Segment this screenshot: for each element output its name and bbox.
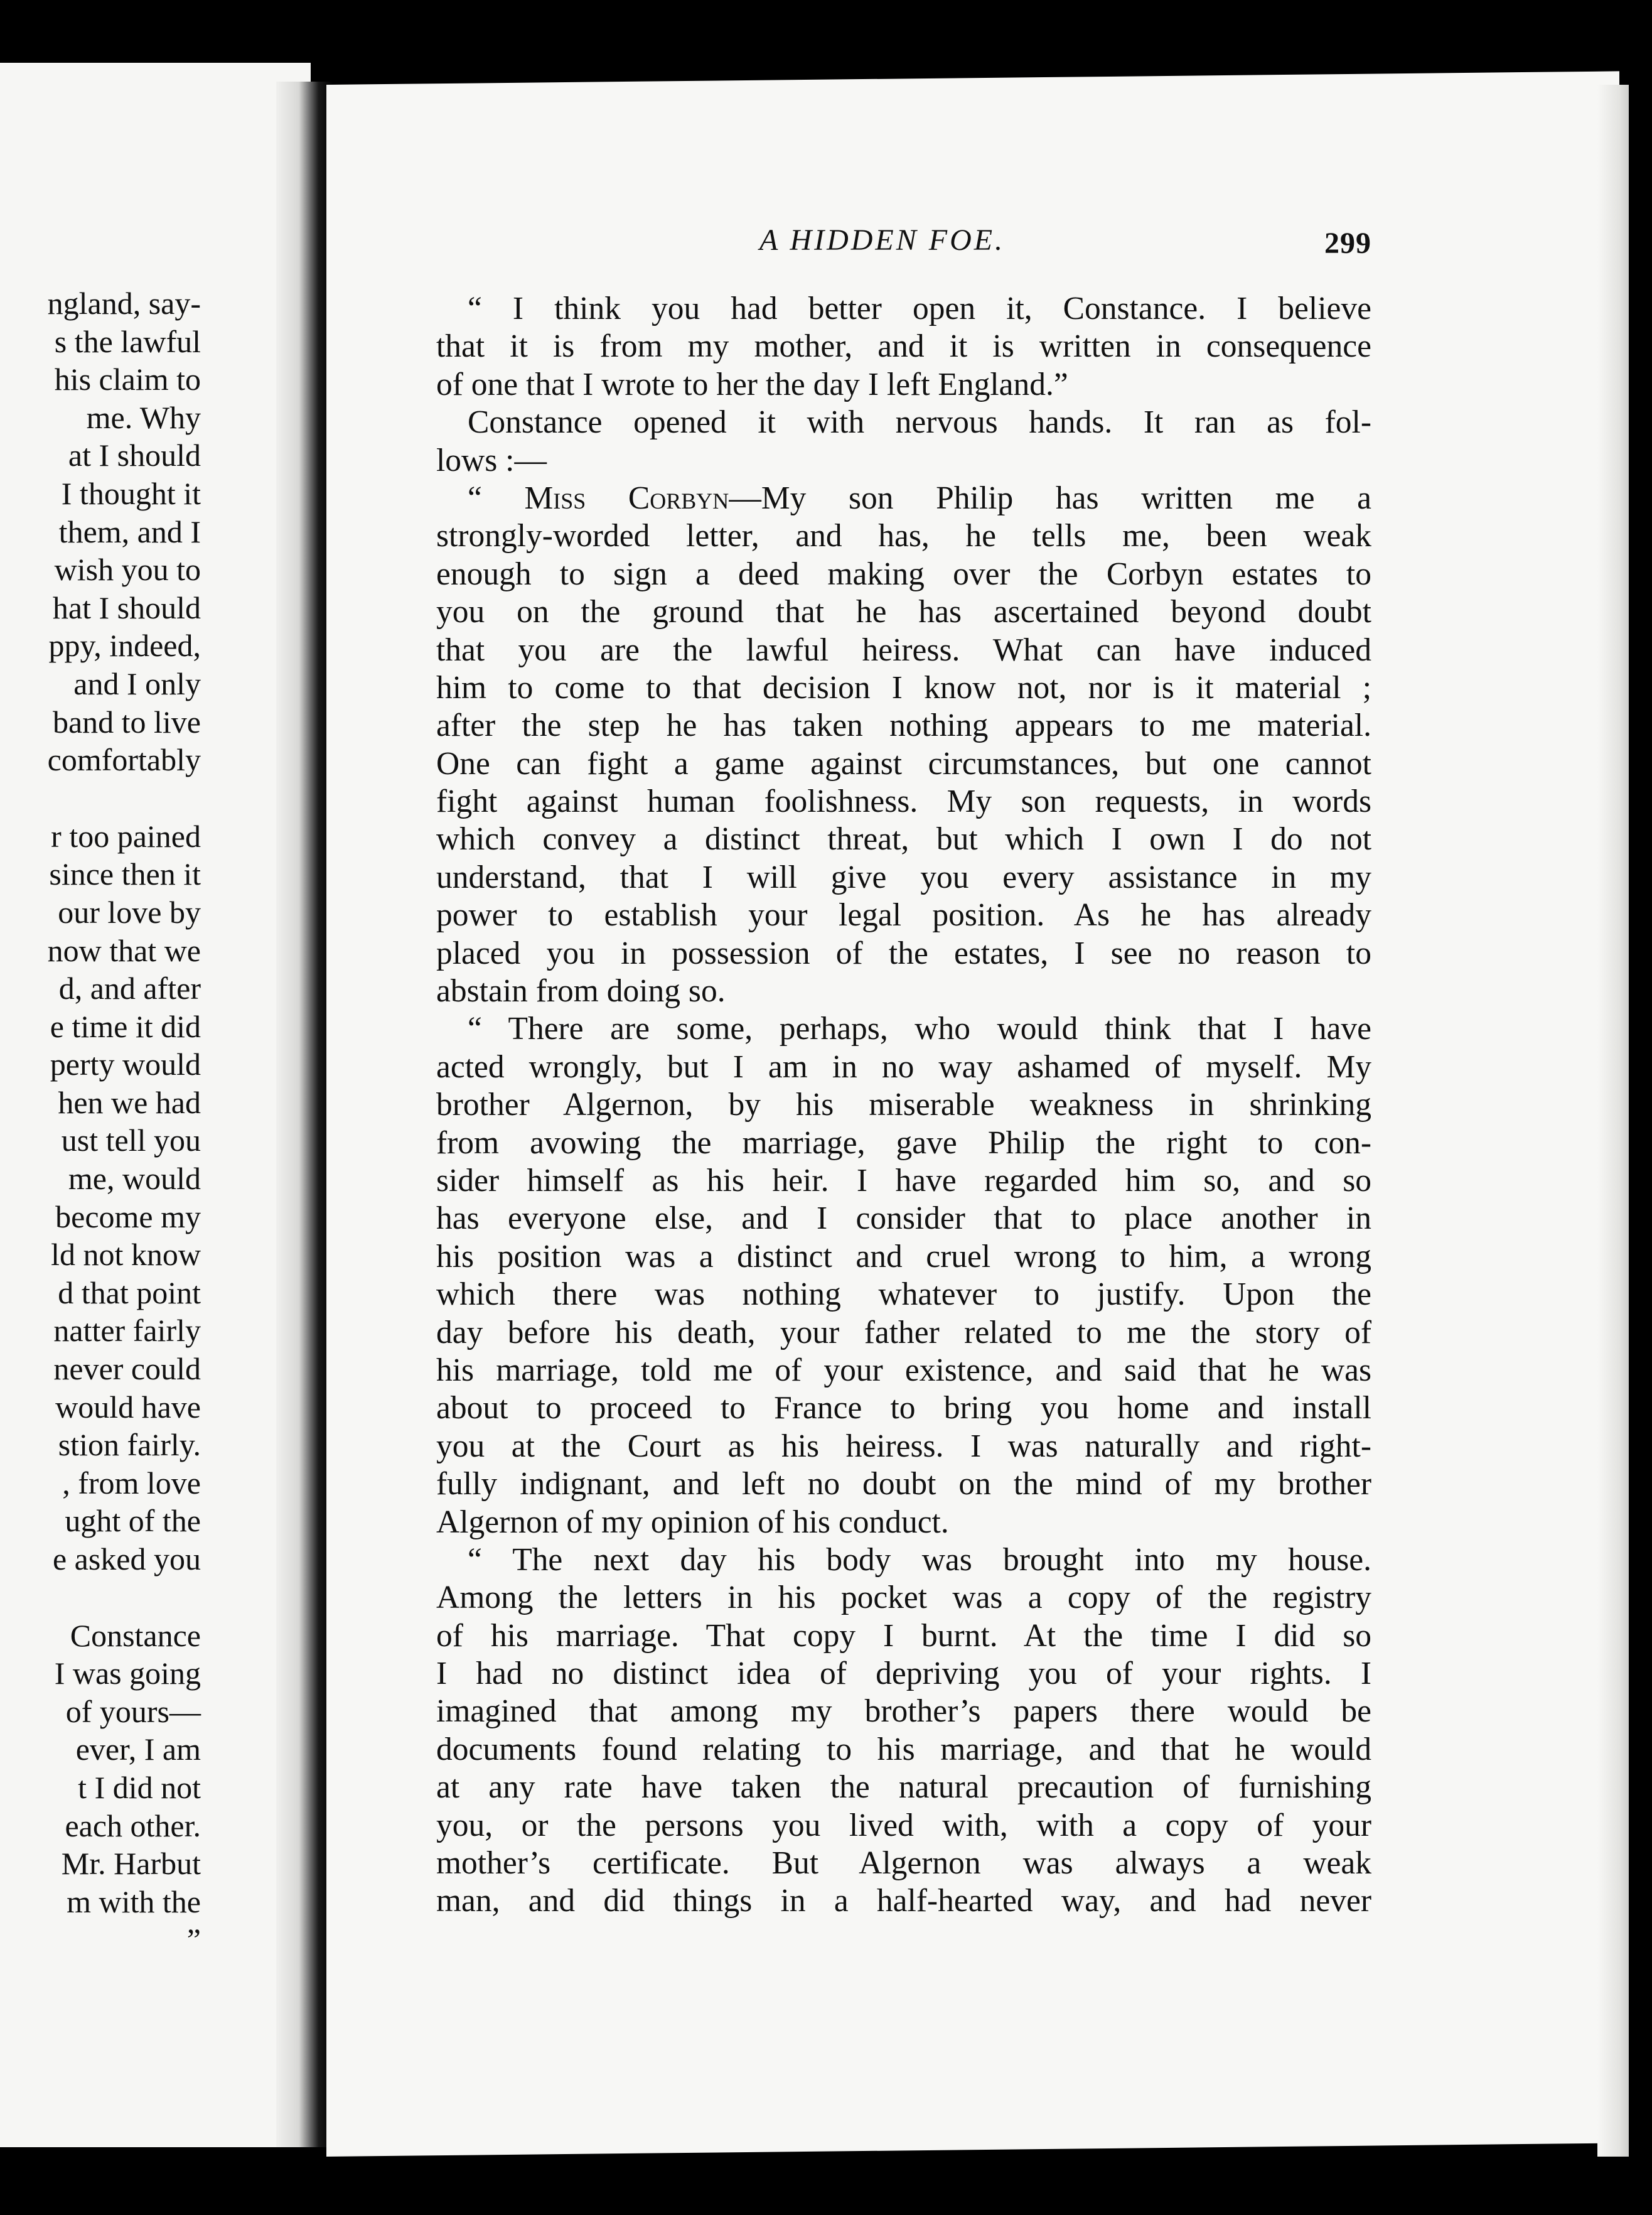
text-line: mother’s certificate. But Algernon was always a weak [436,1845,1371,1882]
text-line: “ I think you had better open it, Constance. I believe [468,291,1371,326]
text-line: imagined that among my brother’s papers there would be [436,1693,1371,1730]
left-page-text [0,284,201,1959]
book-gutter [276,82,333,2147]
text-line: after the step he has taken nothing appears to me material. [436,708,1371,744]
text-line: lows :— [436,442,547,478]
left-text-line [0,1578,201,1617]
text-line: that it is from my mother, and it is written in consequence [436,328,1371,365]
left-text-line: ught of the [65,1503,201,1539]
left-text-line: d, and after [58,971,201,1006]
text-line: his marriage, told me of your existence, and said that he was [436,1352,1371,1388]
left-text-line: I was going [54,1656,201,1691]
text-line: of his marriage. That copy I burnt. At the time I did so [436,1617,1371,1654]
text-line: “ There are some, perhaps, who would think that I have [468,1011,1371,1047]
left-text-line: r too pained [51,818,201,854]
left-text-line: I thought it [61,475,201,511]
text-line: Constance opened it with nervous hands. It ran as fol- [468,404,1371,441]
text-line: that you are the lawful heiress. What can have induced [436,632,1371,668]
left-text-line: stion fairly. [58,1427,201,1463]
text-line: understand, that I will give you every assistance in my [436,859,1371,895]
text-line: “ The next day his body was brought into my house. [468,1541,1371,1578]
left-text-line: of yours— [65,1693,201,1729]
text-line: at any rate have taken the natural precaution of furnishing [436,1769,1371,1806]
left-text-line: band to live [52,704,201,740]
left-text-line: each other. [65,1808,201,1843]
text-line: I had no distinct idea of depriving you of your rights. I [436,1656,1371,1692]
page-edge [1597,85,1629,2157]
text-line: Algernon of my opinion of his conduct. [436,1504,949,1540]
left-text-line: m with the [67,1884,201,1919]
text-line: “ Miss Corbyn—My son Philip has written me a [468,480,1372,516]
text-line: which convey a distinct threat, but which I own I do not [436,821,1371,858]
text-line: him to come to that decision I know not, nor is it material ; [436,669,1371,706]
text-line: his position was a distinct and cruel wrong to him, a wrong [436,1238,1371,1275]
page-number: 299 [1324,227,1371,260]
left-text-line: ” [186,1922,201,1958]
left-text-line: his claim to [54,362,201,397]
left-text-line: would have [55,1389,201,1425]
text-line: documents found relating to his marriage, and that he would [436,1731,1371,1767]
left-text-line: ngland, say- [47,286,201,321]
body-text [436,290,1371,1921]
text-line: Among the letters in his pocket was a copy of the registry [436,1580,1371,1616]
left-text-line: our love by [58,894,201,930]
text-line: you on the ground that he has ascertained beyond doubt [436,594,1371,630]
left-text-line: e asked you [52,1541,201,1576]
left-text-line: e time it did [50,1008,201,1044]
text-line: of one that I wrote to her the day I left England.” [436,366,1068,402]
left-text-line: never could [53,1351,201,1387]
text-line: which there was nothing whatever to justify. Upon the [436,1276,1371,1313]
text-line: about to proceed to France to bring you home and install [436,1390,1371,1426]
text-line: placed you in possession of the estates, I see no reason to [436,935,1371,971]
left-text-line: ust tell you [61,1123,201,1158]
left-text-line: natter fairly [53,1313,201,1349]
text-line: you at the Court as his heiress. I was naturally and right- [436,1428,1371,1464]
left-text-line: me. Why [86,399,201,435]
left-text-line: ever, I am [75,1732,201,1767]
left-text-line: since then it [49,856,201,892]
text-line: enough to sign a deed making over the Corbyn estates to [436,556,1371,592]
left-text-line: hen we had [58,1084,201,1120]
text-line: from avowing the marriage, gave Philip the right to con- [436,1124,1371,1161]
left-text-line: them, and I [58,514,201,549]
text-line: has everyone else, and I consider that to place another in [436,1200,1371,1237]
text-line: sider himself as his heir. I have regarded him so, and so [436,1162,1371,1199]
left-text-line: perty would [50,1047,201,1082]
text-line: One can fight a game against circumstances, but one cannot [436,745,1371,782]
left-page [0,63,311,2147]
text-line: fight against human foolishness. My son requests, in words [436,784,1371,820]
left-text-line: d that point [58,1275,201,1310]
text-line: brother Algernon, by his miserable weakness in shrinking [436,1087,1371,1123]
left-text-line: at I should [68,438,201,473]
left-text-line [0,779,201,817]
text-line: strongly-worded letter, and has, he tells me, been weak [436,518,1371,554]
text-line: abstain from doing so. [436,973,726,1010]
left-text-line: Constance [70,1617,201,1653]
text-line: day before his death, your father related to me the story of [436,1314,1371,1350]
left-text-line: hat I should [52,590,201,625]
left-text-line: ld not know [51,1237,201,1273]
left-text-line: Mr. Harbut [61,1846,201,1882]
left-text-line: wish you to [54,552,201,588]
left-text-line: become my [55,1199,201,1234]
text-line: you, or the persons you lived with, with a copy of your [436,1807,1371,1843]
left-text-line: s the lawful [54,323,201,359]
left-text-line: comfortably [47,742,201,778]
text-line: power to establish your legal position. As he has already [436,897,1371,934]
text-line: man, and did things in a half-hearted way, and had never [436,1883,1371,1919]
left-text-line: t I did not [78,1769,201,1805]
left-text-line: me, would [68,1161,201,1197]
text-line: acted wrongly, but I am in no way ashamed of myself. My [436,1048,1371,1085]
text-line: fully indignant, and left no doubt on the mind of my brother [436,1466,1371,1502]
left-text-line: ppy, indeed, [48,628,201,664]
left-text-line: and I only [73,666,201,701]
left-text-line: , from love [62,1465,201,1501]
running-head: A HIDDEN FOE. [759,224,1006,257]
left-text-line: now that we [47,932,201,968]
